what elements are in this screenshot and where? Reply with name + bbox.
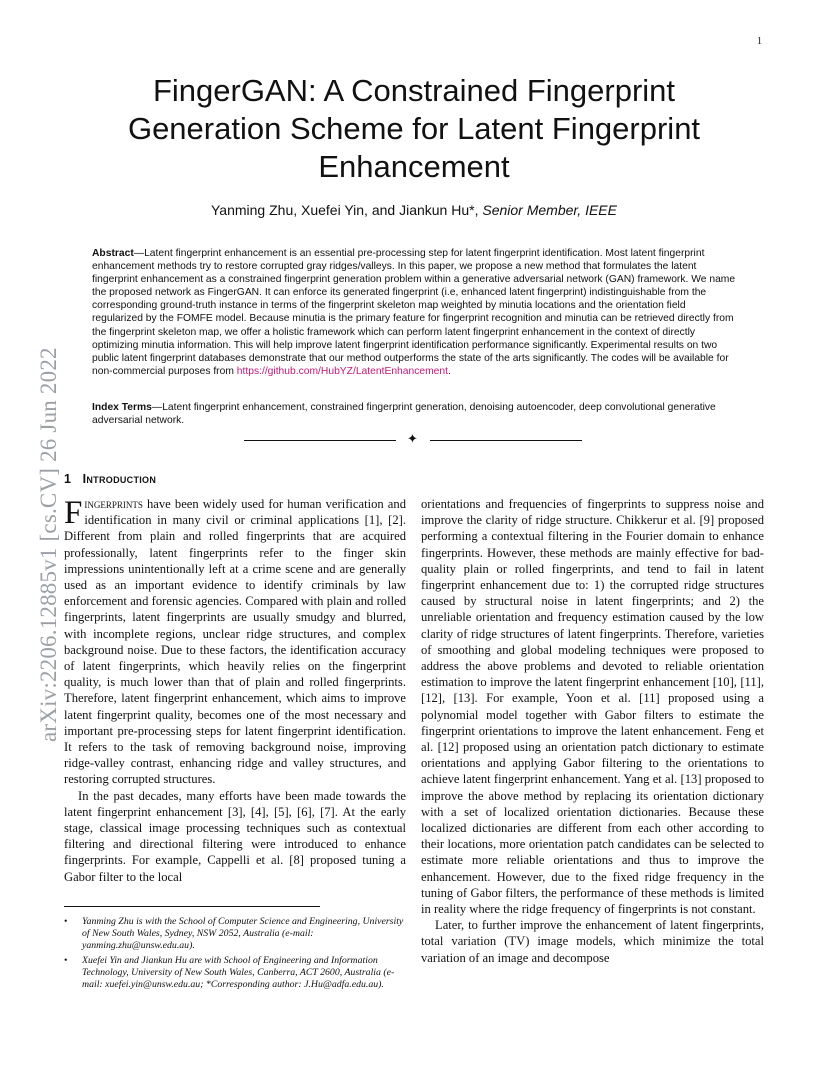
intro-paragraph-1-text: have been widely used for human verification and identification in many civil or criminal applications [1], [2]. Different from plain and rolled fingerprints that are acquired professionally, latent fingerprints refer to the finger skin impressions unintentionally left at a crime scene and are generally used as an important evidence to identify criminals by law enforcement and forensic agencies. Compared with plain and rolled fingerprints, latent fingerprints are usually smudgy and blurred, with incomplete regions, unclear ridge structures, and complex background noise. Due to these factors, the identification accuracy of latent fingerprints, which heavily relies on the fingerprint quality, is much lower than that of plain and rolled fingerprints. Therefore, latent fingerprint enhancement, which aims to improve latent fingerprint quality, becomes one of the most necessary and important pre-processing steps for latent fingerprint identification. It refers to the task of removing background noise, improving ridge-valley contrast, enhancing ridge and valley structures, and restoring corrupted structures.: [64, 497, 406, 787]
section-number: 1: [64, 472, 72, 486]
divider-diamond-icon: ✦: [407, 432, 418, 447]
footnote-bullet: •: [64, 916, 68, 927]
index-terms-text: —Latent fingerprint enhancement, constrained fingerprint generation, denoising autoencoder, deep convolutional generative adversarial network.: [92, 402, 716, 427]
section-divider: [244, 432, 584, 447]
intro-paragraph-1: [64, 496, 406, 788]
paper-title: FingerGAN: A Constrained Fingerprint Generation Scheme for Latent Fingerprint Enhancement: [127, 73, 701, 184]
first-word: ingerprints: [84, 497, 143, 511]
footnote-2: [64, 955, 406, 992]
section-title: Introduction: [82, 472, 157, 486]
abstract: [92, 247, 738, 378]
intro-paragraph-2: In the past decades, many efforts have been made towards the latent fingerprint enhancement [3], [4], [5], [6], [7]. At the early stage, classical image processing techniques such as contextual filtering and directional filtering were introduced to enhance fingerprints. For example, Cappelli et al. [8] proposed tuning a Gabor filter to the local: [64, 788, 406, 884]
footnote-1: [64, 916, 406, 953]
left-column: [64, 496, 406, 885]
index-terms: [92, 401, 738, 427]
divider-line-left: [244, 440, 396, 441]
arxiv-stamp[interactable]: arXiv:2206.12885v1 [cs.CV] 26 Jun 2022: [36, 347, 61, 742]
drop-cap: F: [64, 495, 83, 531]
page-number: 1: [757, 36, 762, 47]
code-link[interactable]: https://github.com/HubYZ/LatentEnhancement: [236, 365, 448, 377]
arxiv-stamp-column: [16, 262, 61, 742]
footnote-text: Xuefei Yin and Jiankun Hu are with School of Engineering and Information Technology, University of New South Wales, Canberra, ACT 2600, Australia (e-mail: xuefei.yin@unsw.edu.au; *Corresponding author: J.Hu@adfa.edu.au).: [82, 954, 395, 991]
abstract-text: —Latent fingerprint enhancement is an essential pre-processing step for latent fingerprint identification. Most latent fingerprint enhancement methods try to restore corrupted gray ridges/valleys. In this paper, we propose a new method that formulates the latent fingerprint enhancement as a constrained fingerprint generation problem within a generative adversarial network (GAN) framework. We name the proposed network as FingerGAN. It can enforce its generated fingerprint (i.e, enhanced latent fingerprint) indistinguishable from the corresponding ground-truth instance in terms of the fingerprint skeleton map weighted by minutia locations and the orientation field regularized by the FOMFE model. Because minutia is the primary feature for fingerprint recognition and minutia can be retrieved directly from the fingerprint skeleton map, we offer a holistic framework which can perform latent fingerprint enhancement in the context of directly optimizing minutia information. This will help improve latent fingerprint identification performance significantly. Experimental results on two public latent fingerprint databases demonstrate that our method outperforms the state of the arts significantly. The codes will be available for non-commercial purposes from: [92, 248, 736, 377]
intro-paragraph-4: Later, to further improve the enhancement of latent fingerprints, total variation (TV) image models, which minimize the total variation of an image and decompose: [421, 918, 764, 965]
divider-line-right: [430, 440, 582, 441]
footnote-rule: [64, 906, 320, 907]
right-column: [421, 496, 764, 966]
abstract-end: .: [448, 365, 451, 377]
abstract-label: Abstract: [92, 248, 134, 259]
index-terms-label: Index Terms: [92, 402, 152, 413]
footnote-text: Yanming Zhu is with the School of Computer Science and Engineering, University of New South Wales, Sydney, NSW 2052, Australia (e-mail: yanming.zhu@unsw.edu.au).: [82, 916, 404, 952]
author-line: [80, 202, 748, 218]
footnotes: [64, 916, 406, 993]
section-heading: [64, 472, 156, 486]
intro-paragraph-3: orientations and frequencies of fingerprints to suppress noise and improve the clarity of ridge structure. Chikkerur et al. [9] proposed performing a contextual filtering in the Fourier domain to enhance fingerprints. However, these methods are mainly effective for bad-quality plain or rolled fingerprints, and tend to fail in latent fingerprint enhancement due to: 1) the corrupted ridge structures caused by structural noise in latent fingerprints; and 2) the unreliable orientation and frequency estimation caused by the low clarity of ridge structures of latent fingerprints. Therefore, varieties of smoothing and global modeling techniques were proposed to address the above problems and devoted to reliable orientation estimation to improve the latent fingerprint enhancement [10], [11], [12], [13]. For example, Yoon et al. [11] proposed using a polynomial model together with Gabor filters to estimate the fingerprint orientations to improve the latent enhancement. Feng et al. [12] proposed using an orientation patch dictionary to estimate orientations and applying Gabor filtering to the orientations to achieve latent fingerprint enhancement. Yang et al. [13] proposed to improve the above method by replacing its orientation dictionary with a set of localized orientation dictionaries. Because these localized dictionaries are different from each other according to their locations, more orientation patch candidates can be selected to estimate more reliable orientations and thus to improve the enhancement. However, due to the fixed ridge frequency in the tuning of Gabor filters, the performance of these methods is limited in reality where the ridge frequency of fingerprints is not constant.: [421, 497, 764, 917]
author-names: Yanming Zhu, Xuefei Yin, and Jiankun Hu*,: [211, 202, 483, 218]
author-role: Senior Member, IEEE: [482, 202, 617, 218]
footnote-bullet: •: [64, 954, 68, 966]
